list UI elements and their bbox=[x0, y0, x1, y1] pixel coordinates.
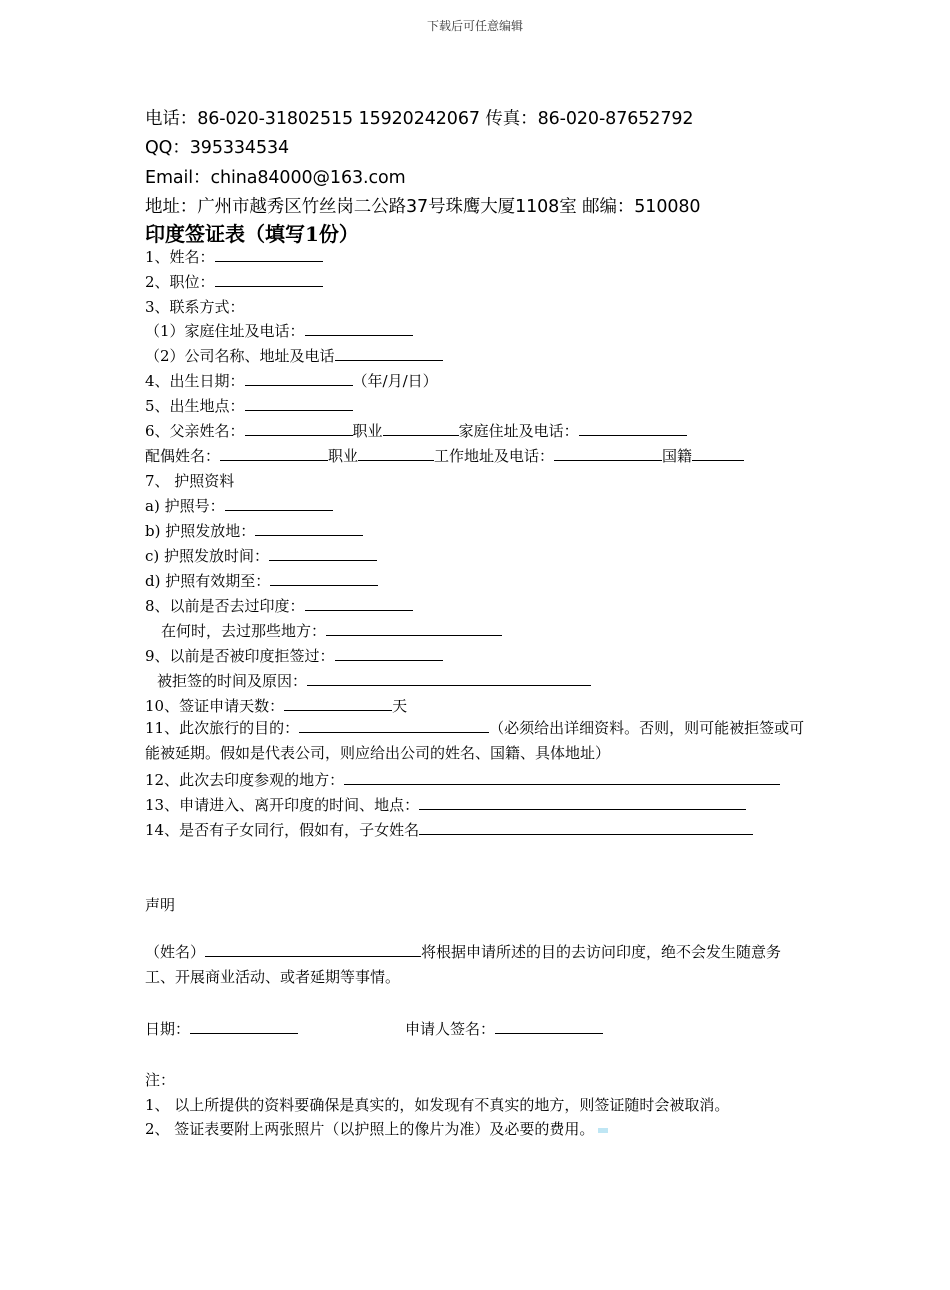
field-company-blank[interactable] bbox=[335, 346, 443, 361]
field-home-blank[interactable] bbox=[305, 321, 413, 336]
field-entry-exit-blank[interactable] bbox=[419, 795, 746, 810]
field-father bbox=[145, 421, 687, 441]
form-title: 印度签证表（填写1份） bbox=[145, 222, 359, 246]
declaration-date-label: 日期： bbox=[145, 1020, 191, 1038]
field-days-blank[interactable] bbox=[284, 696, 392, 711]
field-passport-place-label: b) 护照发放地： bbox=[145, 522, 256, 540]
field-spouse-work-label: 工作地址及电话： bbox=[434, 447, 555, 465]
declaration-name-label: （姓名） bbox=[145, 943, 206, 961]
field-passport-no bbox=[145, 496, 333, 516]
contact-phone: 电话：86-020-31802515 15920242067 传真：86-020-87652792 bbox=[145, 109, 694, 129]
note-item-2 bbox=[145, 1119, 608, 1139]
field-refused-detail bbox=[157, 671, 591, 691]
field-father-label: 6、父亲姓名： bbox=[145, 422, 245, 440]
field-spouse-job-label: 职业 bbox=[328, 447, 359, 465]
field-refused-detail-blank[interactable] bbox=[307, 671, 591, 686]
declaration-statement bbox=[145, 940, 810, 990]
field-passport-no-label: a) 护照号： bbox=[145, 497, 225, 515]
declaration-signature-label: 申请人签名： bbox=[405, 1020, 496, 1038]
field-visited-when-label: 在何时，去过那些地方： bbox=[161, 622, 327, 640]
field-refused-label: 9、以前是否被印度拒签过： bbox=[145, 647, 335, 665]
field-purpose-note: （必须给出详细资料。否则，则可能被拒签或可能被延期。假如是代表公司，则应给出公司的姓名、国籍、具体地址） bbox=[145, 719, 805, 762]
field-spouse-nationality-blank[interactable] bbox=[692, 446, 744, 461]
field-passport-time-blank[interactable] bbox=[269, 546, 377, 561]
field-visited-india-label: 8、以前是否去过印度： bbox=[145, 597, 305, 615]
note-item-1: 1、 以上所提供的资料要确保是真实的，如发现有不真实的地方，则签证随时会被取消。 bbox=[145, 1096, 730, 1114]
field-visited-when bbox=[161, 621, 502, 641]
field-father-home-blank[interactable] bbox=[579, 421, 687, 436]
field-spouse bbox=[145, 446, 744, 466]
field-birth-date-suffix: （年/月/日） bbox=[352, 372, 438, 390]
field-visited-india bbox=[145, 596, 413, 616]
field-birth-place-label: 5、出生地点： bbox=[145, 397, 245, 415]
declaration-signature-blank[interactable] bbox=[495, 1019, 603, 1034]
contact-qq: QQ：395334534 bbox=[145, 138, 290, 158]
contact-email: Email：china84000@163.com bbox=[145, 168, 406, 188]
field-position bbox=[145, 272, 323, 292]
field-days-label: 10、签证申请天数： bbox=[145, 697, 285, 715]
field-name-label: 1、姓名： bbox=[145, 248, 215, 266]
declaration-statement-text: 将根据申请所述的目的去访问印度，绝不会发生随意务工、开展商业活动、或者延期等事情。 bbox=[145, 943, 782, 986]
field-passport-place-blank[interactable] bbox=[255, 521, 363, 536]
field-position-label: 2、职位： bbox=[145, 273, 215, 291]
field-spouse-label: 配偶姓名： bbox=[145, 447, 221, 465]
declaration-date-blank[interactable] bbox=[190, 1019, 298, 1034]
field-passport-time bbox=[145, 546, 377, 566]
field-entry-exit-label: 13、申请进入、离开印度的时间、地点： bbox=[145, 796, 420, 814]
field-birth-date-blank[interactable] bbox=[245, 371, 353, 386]
field-passport-no-blank[interactable] bbox=[225, 496, 333, 511]
field-visited-india-blank[interactable] bbox=[305, 596, 413, 611]
field-purpose-blank[interactable] bbox=[299, 718, 489, 733]
field-children-blank[interactable] bbox=[419, 820, 753, 835]
header-note: 下载后可任意编辑 bbox=[426, 19, 523, 33]
field-days bbox=[145, 696, 407, 716]
field-days-unit: 天 bbox=[392, 697, 408, 715]
field-refused-detail-label: 被拒签的时间及原因： bbox=[157, 672, 308, 690]
field-visited-when-blank[interactable] bbox=[326, 621, 502, 636]
field-birth-date-label: 4、出生日期： bbox=[145, 372, 245, 390]
text-cursor-marker bbox=[598, 1128, 608, 1133]
field-purpose-label: 11、此次旅行的目的： bbox=[145, 719, 300, 737]
field-birth-place bbox=[145, 396, 353, 416]
field-spouse-name-blank[interactable] bbox=[220, 446, 328, 461]
field-father-job-label: 职业 bbox=[352, 422, 383, 440]
field-passport-expiry-label: d) 护照有效期至： bbox=[145, 572, 271, 590]
field-father-job-blank[interactable] bbox=[383, 421, 459, 436]
field-places bbox=[145, 770, 780, 790]
field-passport-expiry bbox=[145, 571, 378, 591]
field-entry-exit bbox=[145, 795, 746, 815]
field-passport-place bbox=[145, 521, 363, 541]
field-home-label: （1）家庭住址及电话： bbox=[145, 322, 305, 340]
field-places-blank[interactable] bbox=[344, 770, 780, 785]
declaration-heading: 声明 bbox=[145, 896, 176, 914]
field-name-blank[interactable] bbox=[215, 247, 323, 262]
field-refused bbox=[145, 646, 443, 666]
field-position-blank[interactable] bbox=[215, 272, 323, 287]
note-item-2-text: 2、 签证表要附上两张照片（以护照上的像片为准）及必要的费用。 bbox=[145, 1120, 595, 1138]
field-contact-label: 3、联系方式： bbox=[145, 298, 245, 316]
field-refused-blank[interactable] bbox=[335, 646, 443, 661]
field-spouse-work-blank[interactable] bbox=[554, 446, 662, 461]
field-purpose bbox=[145, 716, 810, 766]
field-birth-place-blank[interactable] bbox=[245, 396, 353, 411]
declaration-name-blank[interactable] bbox=[205, 942, 421, 957]
field-passport-expiry-blank[interactable] bbox=[270, 571, 378, 586]
declaration-date bbox=[145, 1019, 298, 1039]
field-father-name-blank[interactable] bbox=[245, 421, 353, 436]
field-father-home-label: 家庭住址及电话： bbox=[458, 422, 579, 440]
field-places-label: 12、此次去印度参观的地方： bbox=[145, 771, 345, 789]
field-name bbox=[145, 247, 323, 267]
declaration-signature bbox=[405, 1019, 603, 1039]
field-company-label: （2）公司名称、地址及电话 bbox=[145, 347, 335, 365]
field-birth-date bbox=[145, 371, 438, 391]
notes-heading: 注： bbox=[145, 1071, 176, 1089]
field-spouse-nationality-label: 国籍 bbox=[662, 447, 693, 465]
field-spouse-job-blank[interactable] bbox=[358, 446, 434, 461]
field-children-label: 14、是否有子女同行，假如有，子女姓名 bbox=[145, 821, 420, 839]
field-passport-time-label: c) 护照发放时间： bbox=[145, 547, 270, 565]
contact-address: 地址：广州市越秀区竹丝岗二公路37号珠鹰大厦1108室 邮编：510080 bbox=[145, 197, 701, 217]
field-company bbox=[145, 346, 443, 366]
field-children bbox=[145, 820, 753, 840]
field-home bbox=[145, 321, 413, 341]
field-passport-info: 7、 护照资料 bbox=[145, 472, 235, 490]
